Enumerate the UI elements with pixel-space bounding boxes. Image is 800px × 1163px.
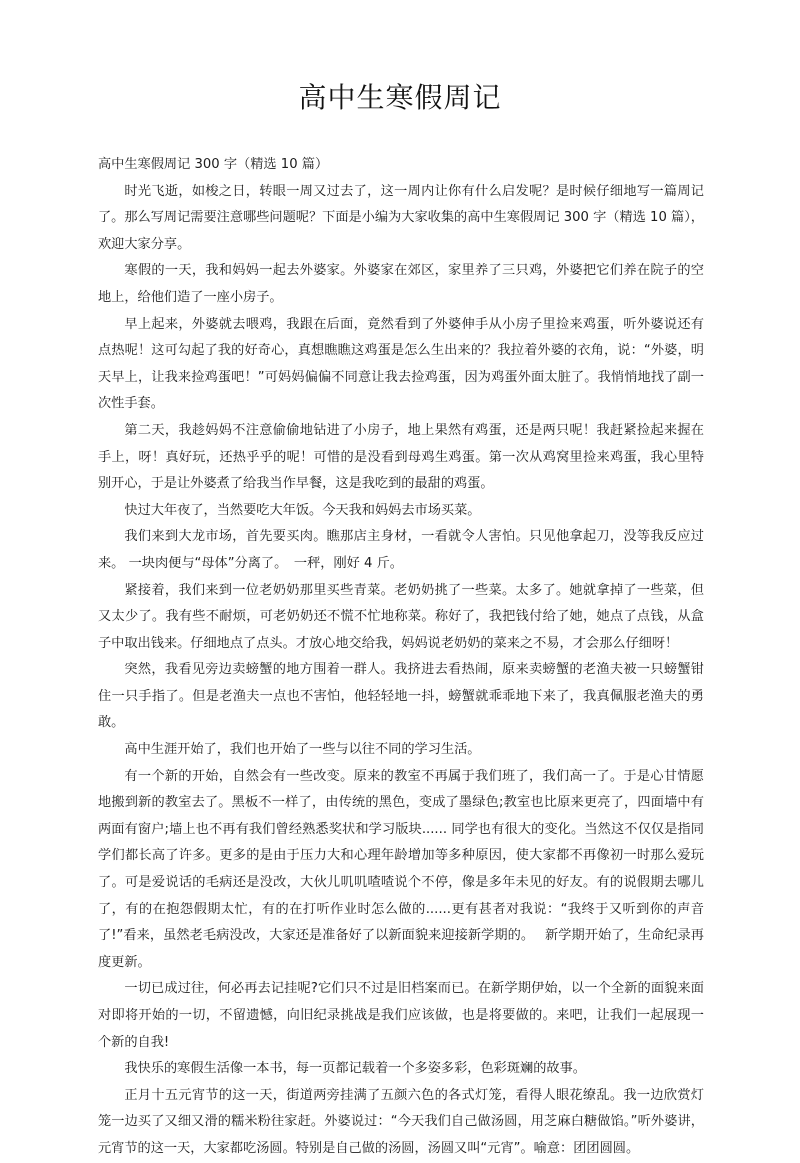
paragraph: 第二天，我趁妈妈不注意偷偷地钻进了小房子，地上果然有鸡蛋，还是两只呢！我赶紧捡起来握在手上，呀！真好玩，还热乎乎的呢！可惜的是没看到母鸡生鸡蛋。第一次从鸡窝里捡来鸡蛋，我心里特别开心，于是让外婆煮了给我当作早餐，这是我吃到的最甜的鸡蛋。 (98, 422, 704, 492)
paragraph: 高中生涯开始了，我们也开始了一些与以往不同的学习生活。 (124, 742, 481, 758)
document-body (98, 152, 704, 1163)
paragraph: 我快乐的寒假生活像一本书，每一页都记载着一个多姿多彩，色彩斑斓的故事。 (124, 1061, 586, 1077)
paragraph: 有一个新的开始，自然会有一些改变。原来的教室不再属于我们班了，我们高一了。于是心甘情愿地搬到新的教室去了。黑板不一样了，由传统的黑色，变成了墨绿色;教室也比原来更亮了，四面墙中有两面有窗户;墙上也不再有我们曾经熟悉奖状和学习版块...... 同学也有很大的变化。当然这不仅仅是指同学们都长高了许多。更多的是由于压力大和心理年龄增加等多种原因，使大家都不再像初一时那么爱玩了。可是爱说话的毛病还是没改，大伙儿叽叽喳喳说个不停，像是多年未见的好友。有的说假期去哪儿了，有的在抱怨假期太忙，有的在打听作业时怎么做的......更有甚者对我说：“我终于又听到你的声音了!”看来，虽然老毛病没改，大家还是准备好了以新面貌来迎接新学期的。 新学期开始了，生命纪录再度更新。 (98, 768, 704, 970)
document-subtitle: 高中生寒假周记 300 字（精选 10 篇） (98, 157, 329, 172)
paragraph: 紧接着，我们来到一位老奶奶那里买些青菜。老奶奶挑了一些菜。太多了。她就拿掉了一些菜，但又太少了。我有些不耐烦，可老奶奶还不慌不忙地称菜。称好了，我把钱付给了她，她点了点钱，从盒子中取出钱来。仔细地点了点头。才放心地交给我，妈妈说老奶奶的菜来之不易，才会那么仔细呀！ (98, 582, 704, 651)
paragraph: 早上起来，外婆就去喂鸡，我跟在后面，竟然看到了外婆伸手从小房子里捡来鸡蛋，听外婆说还有点热呢！这可勾起了我的好奇心，真想瞧瞧这鸡蛋是怎么生出来的？我拉着外婆的衣角，说：“外婆，明天早上，让我来捡鸡蛋吧！”可妈妈偏偏不同意让我去捡鸡蛋，因为鸡蛋外面太脏了。我悄悄地找了副一次性手套。 (98, 316, 704, 412)
paragraph: 我们来到大龙市场，首先要买肉。瞧那店主身材，一看就令人害怕。只见他拿起刀，没等我反应过来。 一块肉便与“母体”分离了。 一秤，刚好 4 斤。 (98, 529, 704, 571)
paragraph-intro: 时光飞逝，如梭之日，转眼一周又过去了，这一周内让你有什么启发呢？是时候仔细地写一篇周记了。那么写周记需要注意哪些问题呢？下面是小编为大家收集的高中生寒假周记 300 字（精选 10 篇），欢迎大家分享。 (98, 183, 704, 252)
paragraph: 正月十五元宵节的这一天，街道两旁挂满了五颜六色的各式灯笼，看得人眼花缭乱。我一边欣赏灯笼一边买了又细又滑的糯米粉往家赶。外婆说过：“今天我们自己做汤圆，用芝麻白糖做馅。”听外婆讲，元宵节的这一天，大家都吃汤圆。特别是自己做的汤圆，汤圆又叫“元宵”。喻意：团团圆圆。 (98, 1087, 704, 1156)
page-title: 高中生寒假周记 (298, 81, 502, 114)
paragraph: 快过大年夜了，当然要吃大年饭。今天我和妈妈去市场买菜。 (124, 502, 481, 518)
paragraph: 一切已成过往，何必再去记挂呢?它们只不过是旧档案而已。在新学期伊始，以一个全新的面貌来面对即将开始的一切，不留遗憾，向旧纪录挑战是我们应该做，也是将要做的。来吧，让我们一起展现一个新的自我! (98, 981, 704, 1050)
paragraph: 寒假的一天，我和妈妈一起去外婆家。外婆家在郊区，家里养了三只鸡，外婆把它们养在院子的空地上，给他们造了一座小房子。 (98, 263, 704, 305)
paragraph: 突然，我看见旁边卖螃蟹的地方围着一群人。我挤进去看热闹，原来卖螃蟹的老渔夫被一只螃蟹钳住一只手指了。但是老渔夫一点也不害怕，他轻轻地一抖，螃蟹就乖乖地下来了，我真佩服老渔夫的勇敢。 (98, 662, 704, 731)
